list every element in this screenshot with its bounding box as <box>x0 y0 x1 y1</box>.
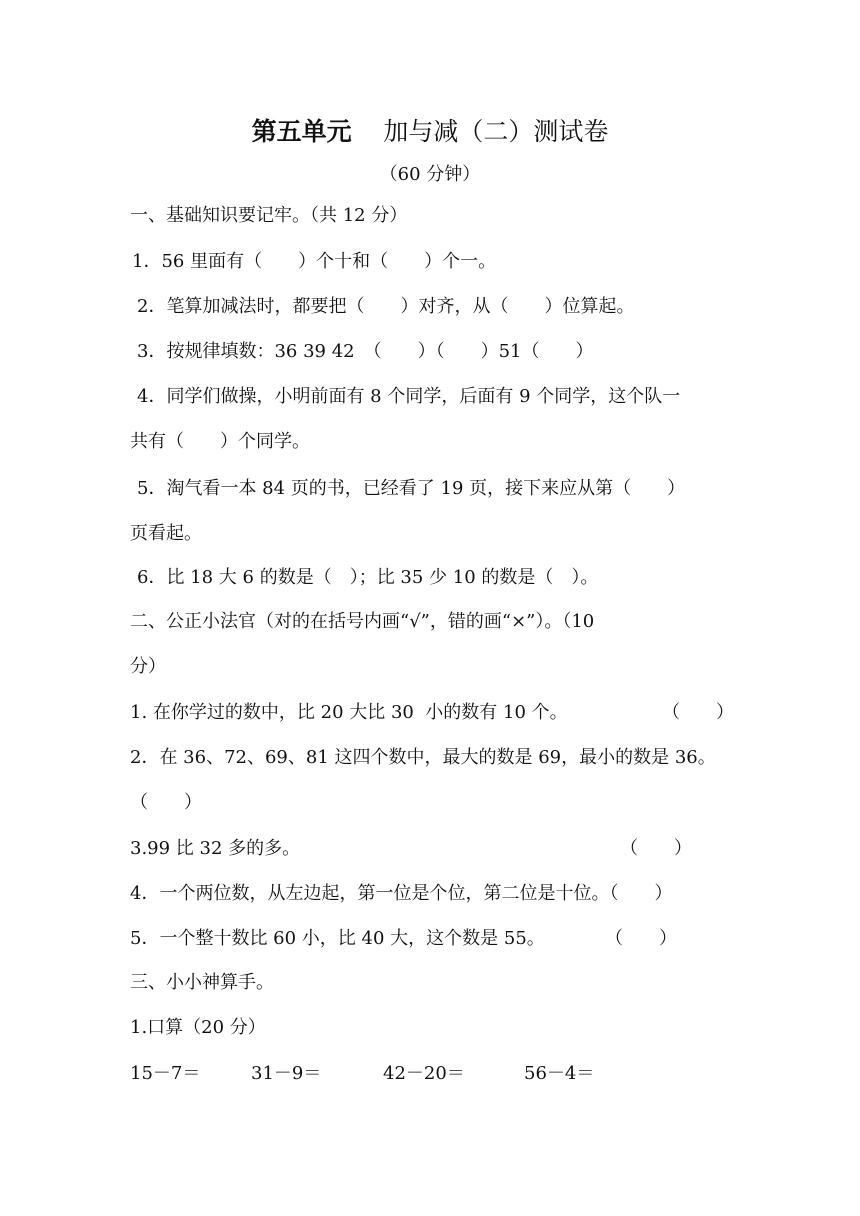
section1-q5-line1: 5．淘气看一本 84 页的书，已经看了 19 页，接下来应从第（ ） <box>137 478 686 499</box>
section2-q2: 2．在 36、72、69、81 这四个数中，最大的数是 69，最小的数是 36。 <box>130 747 716 768</box>
section3-heading: 三、小小神算手。 <box>130 972 274 993</box>
section1-q4-line2: 共有（ ）个同学。 <box>130 431 310 452</box>
section2-q5-answer-paren: （ ） <box>605 928 677 949</box>
section2-q3: 3.99 比 32 多的多。 <box>130 838 301 859</box>
page-title <box>0 112 860 148</box>
section2-q2-answer-paren: （ ） <box>130 792 202 813</box>
section2-q5: 5．一个整十数比 60 小，比 40 大，这个数是 55。 <box>130 928 545 949</box>
section2-q4: 4．一个两位数，从左边起，第一位是个位，第二位是十位。（ ） <box>130 883 673 904</box>
calc-item: 15－7＝ <box>130 1063 201 1084</box>
section2-q1: 1. 在你学过的数中，比 20 大比 30 小的数有 10 个。 <box>130 702 568 723</box>
section2-heading-line1: 二、公正小法官（对的在括号内画“√”，错的画“×”）。（10 <box>130 611 595 632</box>
section1-q2: 2．笔算加减法时，都要把（ ）对齐，从（ ）位算起。 <box>137 296 635 317</box>
calc-item: 31－9＝ <box>251 1063 322 1084</box>
section1-q1: 1．56 里面有（ ）个十和（ ）个一。 <box>132 251 497 272</box>
calc-item: 42－20＝ <box>383 1063 465 1084</box>
section1-heading: 一、基础知识要记牢。（共 12 分） <box>130 205 408 226</box>
section1-q4-line1: 4．同学们做操，小明前面有 8 个同学，后面有 9 个同学，这个队一 <box>137 386 681 407</box>
section1-q3: 3．按规律填数：36 39 42 （ ）（ ）51（ ） <box>137 341 594 362</box>
title-unit: 第五单元 <box>251 117 352 146</box>
section1-q5-line2: 页看起。 <box>130 523 202 544</box>
section2-q1-answer-paren: （ ） <box>662 702 734 723</box>
section1-q6: 6．比 18 大 6 的数是（ ）；比 35 少 10 的数是（ ）。 <box>137 567 599 588</box>
time-limit: （60 分钟） <box>379 164 481 185</box>
section2-q3-answer-paren: （ ） <box>620 838 692 859</box>
section3-oral-calc-heading: 1.口算（20 分） <box>130 1017 266 1038</box>
calc-item: 56－4＝ <box>524 1063 595 1084</box>
section2-heading-line2: 分） <box>130 656 166 677</box>
title-subject: 加与减（二）测试卷 <box>383 117 609 146</box>
